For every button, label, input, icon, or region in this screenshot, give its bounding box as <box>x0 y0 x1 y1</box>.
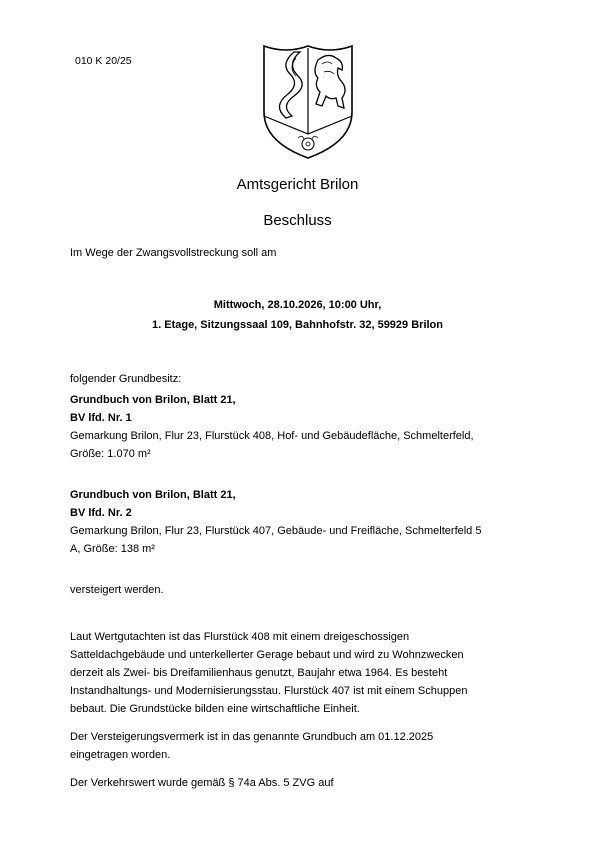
property-item <box>70 391 530 463</box>
document-title: Beschluss <box>263 212 332 229</box>
auction-datetime: Mittwoch, 28.10.2026, 10:00 Uhr, <box>213 299 382 311</box>
registration-line: Der Versteigerungsvermerk ist in das genannte Grundbuch am 01.12.2025 <box>70 731 434 743</box>
bv-number: BV lfd. Nr. 1 <box>70 412 132 424</box>
appraisal-line: derzeit als Zwei- bis Dreifamilienhaus genutzt, Baujahr etwa 1964. Es besteht <box>70 667 448 679</box>
land-register-entry: Grundbuch von Brilon, Blatt 21, <box>70 394 236 406</box>
appraisal-paragraph <box>70 628 530 718</box>
market-value-text: Der Verkehrswert wurde gemäß § 74a Abs. 5 ZVG auf <box>70 777 334 789</box>
court-name: Amtsgericht Brilon <box>236 176 359 193</box>
registration-line: eingetragen worden. <box>70 749 171 761</box>
parcel-description: Gemarkung Brilon, Flur 23, Flurstück 407, Gebäude- und Freifläche, Schmelterfeld 5 <box>70 525 482 537</box>
intro-text: Im Wege der Zwangsvollstreckung soll am <box>70 247 277 259</box>
auction-location: 1. Etage, Sitzungssaal 109, Bahnhofstr. 32, 59929 Brilon <box>152 319 443 331</box>
auction-appointment <box>0 295 595 335</box>
file-number: 010 K 20/25 <box>75 55 132 67</box>
registration-note <box>70 728 530 764</box>
property-item <box>70 486 530 558</box>
appraisal-line: Instandhaltungs- und Modernisierungsstau. Flurstück 407 ist mit einem Schuppen <box>70 685 468 697</box>
parcel-size: A, Größe: 138 m² <box>70 543 155 555</box>
parcel-size: Größe: 1.070 m² <box>70 448 151 460</box>
property-label: folgender Grundbesitz: <box>70 373 182 385</box>
parcel-description: Gemarkung Brilon, Flur 23, Flurstück 408, Hof- und Gebäudefläche, Schmelterfeld, <box>70 430 474 442</box>
appraisal-line: bebaut. Die Grundstücke bilden eine wirtschaftliche Einheit. <box>70 703 360 715</box>
appraisal-line: Laut Wertgutachten ist das Flurstück 408 mit einem dreigeschossigen <box>70 631 410 643</box>
land-register-entry: Grundbuch von Brilon, Blatt 21, <box>70 489 236 501</box>
coat-of-arms-icon <box>258 42 358 160</box>
bv-number: BV lfd. Nr. 2 <box>70 507 132 519</box>
appraisal-line: Satteldachgebäude und unterkellerter Gerage bebaut und wird zu Wohnzwecken <box>70 649 464 661</box>
result-text: versteigert werden. <box>70 584 164 596</box>
